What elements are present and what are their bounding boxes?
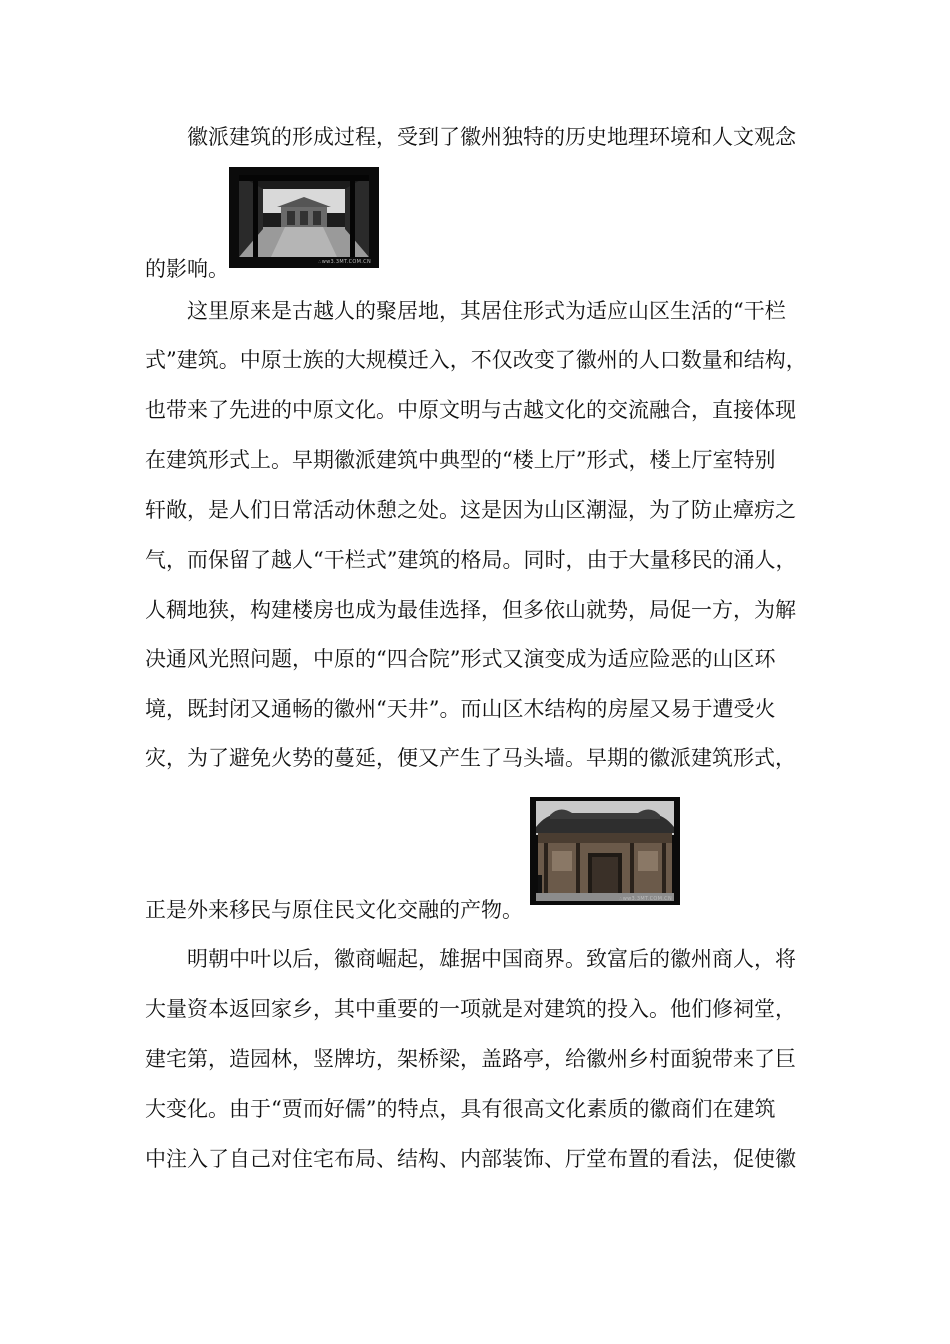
paragraph-2-line-4: 在建筑形式上。早期徽派建筑中典型的“楼上厅”形式，楼上厅室特别: [145, 448, 776, 472]
watermark-text: ∴ww3.3MT.COM.CN: [318, 259, 371, 265]
paragraph-2-line-2: 式”建筑。中原士族的大规模迁入，不仅改变了徽州的人口数量和结构，: [145, 348, 807, 372]
paragraph-2-line-1: 这里原来是古越人的聚居地，其居住形式为适应山区生活的“干栏: [187, 299, 786, 323]
paragraph-2-line-5: 轩敞，是人们日常活动休憩之处。这是因为山区潮湿，为了防止瘴疠之: [145, 498, 796, 522]
paragraph-2-line-8: 决通风光照问题，中原的“四合院”形式又演变成为适应险恶的山区环: [145, 647, 776, 671]
paragraph-2-line-11: 正是外来移民与原住民文化交融的产物。: [145, 898, 523, 922]
paragraph-2-line-6: 气，而保留了越人“干栏式”建筑的格局。同时，由于大量移民的涌人，: [145, 548, 797, 572]
paragraph-2-line-10: 灾，为了避免火势的蔓延，便又产生了马头墙。早期的徽派建筑形式，: [145, 746, 796, 770]
paragraph-3-line-1: 明朝中叶以后，徽商崛起，雄据中国商界。致富后的徽州商人，将: [187, 947, 796, 971]
paragraph-3-line-5: 中注入了自己对住宅布局、结构、内部装饰、厅堂布置的看法，促使徽: [145, 1147, 796, 1171]
ancestral-hall-photo: [530, 797, 680, 905]
paragraph-3-line-2: 大量资本返回家乡，其中重要的一项就是对建筑的投入。他们修祠堂，: [145, 997, 796, 1021]
watermark-text: ∴ww3.3MT.COM.CN: [619, 896, 672, 902]
paragraph-1-line-2: 的影响。: [145, 257, 229, 281]
paragraph-2-line-9: 境，既封闭又通畅的徽州“天井”。而山区木结构的房屋又易于遭受火: [145, 697, 776, 721]
paragraph-2-line-3: 也带来了先进的中原文化。中原文明与古越文化的交流融合，直接体现: [145, 398, 796, 422]
paragraph-3-line-4: 大变化。由于“贾而好儒”的特点，具有很高文化素质的徽商们在建筑: [145, 1097, 776, 1121]
paragraph-2-line-7: 人稠地狭，构建楼房也成为最佳选择，但多依山就势，局促一方，为解: [145, 598, 796, 622]
paragraph-1-line-1: 徽派建筑的形成过程，受到了徽州独特的历史地理环境和人文观念: [187, 125, 796, 149]
paragraph-3-line-3: 建宅第，造园林，竖牌坊，架桥梁，盖路亭，给徽州乡村面貌带来了巨: [145, 1047, 796, 1071]
courtyard-photo: [229, 167, 379, 268]
